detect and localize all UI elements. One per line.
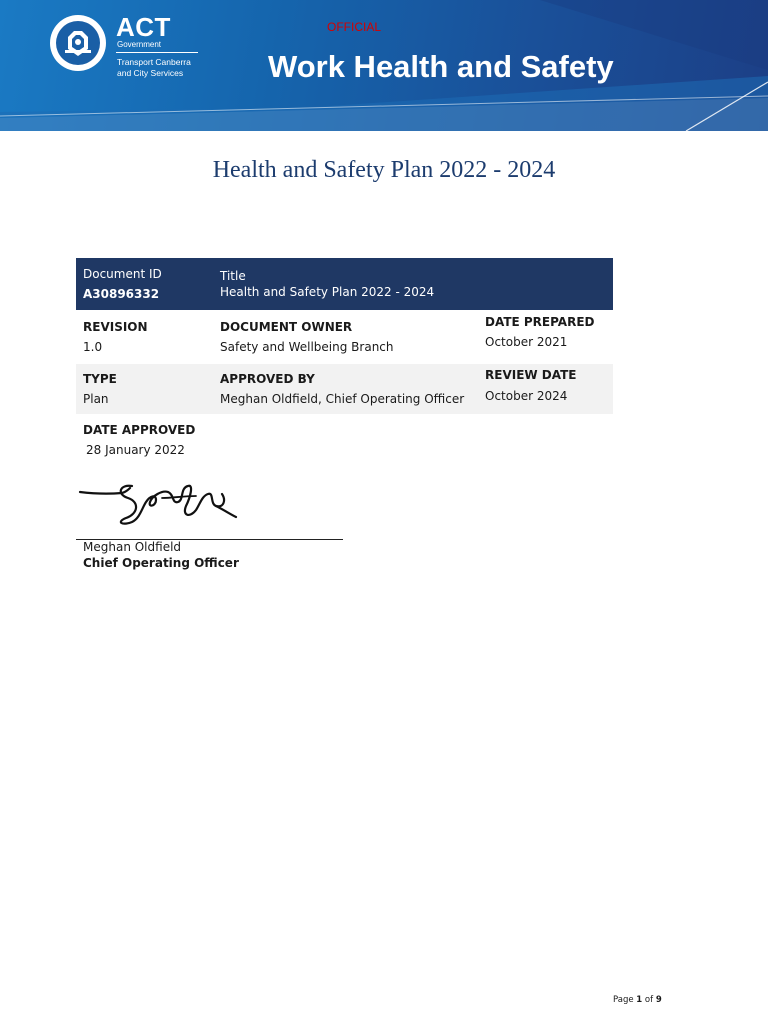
handwritten-signature bbox=[76, 476, 246, 534]
act-coat-of-arms-logo bbox=[50, 15, 106, 71]
type-label: TYPE bbox=[83, 372, 117, 386]
document-title: Health and Safety Plan 2022 - 2024 bbox=[212, 157, 556, 183]
signer-role: Chief Operating Officer bbox=[83, 556, 239, 570]
coat-of-arms-icon bbox=[54, 19, 102, 67]
page-number bbox=[613, 995, 662, 1005]
review-date-label: REVIEW DATE bbox=[485, 368, 577, 382]
logo-directorate-line2: and City Services bbox=[117, 68, 184, 78]
classification-marking: OFFICIAL bbox=[327, 20, 382, 34]
date-approved-label: DATE APPROVED bbox=[83, 423, 196, 437]
page-total: 9 bbox=[655, 995, 662, 1005]
owner-value: Safety and Wellbeing Branch bbox=[220, 340, 394, 354]
owner-label: DOCUMENT OWNER bbox=[220, 320, 353, 334]
review-date-value: October 2024 bbox=[485, 389, 568, 403]
metadata-row-revision bbox=[76, 310, 613, 364]
doc-id-value: A30896332 bbox=[83, 287, 160, 301]
logo-brand: ACT bbox=[116, 12, 171, 42]
date-prepared-label: DATE PREPARED bbox=[485, 315, 595, 329]
metadata-header-row bbox=[76, 258, 613, 310]
page-current: 1 bbox=[636, 995, 643, 1005]
approved-by-label: APPROVED BY bbox=[220, 372, 315, 386]
approved-by-value: Meghan Oldfield, Chief Operating Officer bbox=[220, 392, 465, 406]
revision-value: 1.0 bbox=[83, 340, 103, 354]
signer-name: Meghan Oldfield bbox=[83, 540, 182, 554]
banner-title: Work Health and Safety bbox=[268, 49, 614, 84]
title-label: Title bbox=[220, 269, 246, 283]
document-metadata-table bbox=[76, 258, 613, 462]
date-approved-value: 28 January 2022 bbox=[86, 443, 185, 457]
doc-id-label: Document ID bbox=[83, 267, 162, 281]
logo-divider bbox=[116, 52, 198, 53]
page-prefix: Page bbox=[613, 995, 634, 1005]
logo-government: Government bbox=[117, 40, 162, 49]
header-banner bbox=[0, 0, 768, 131]
revision-label: REVISION bbox=[83, 320, 148, 334]
title-value: Health and Safety Plan 2022 - 2024 bbox=[220, 285, 435, 299]
date-prepared-value: October 2021 bbox=[485, 335, 568, 349]
logo-directorate-line1: Transport Canberra bbox=[117, 57, 191, 67]
metadata-row-date-approved bbox=[76, 414, 613, 462]
type-value: Plan bbox=[83, 392, 109, 406]
metadata-row-type bbox=[76, 364, 613, 414]
page-of: of bbox=[644, 995, 654, 1005]
